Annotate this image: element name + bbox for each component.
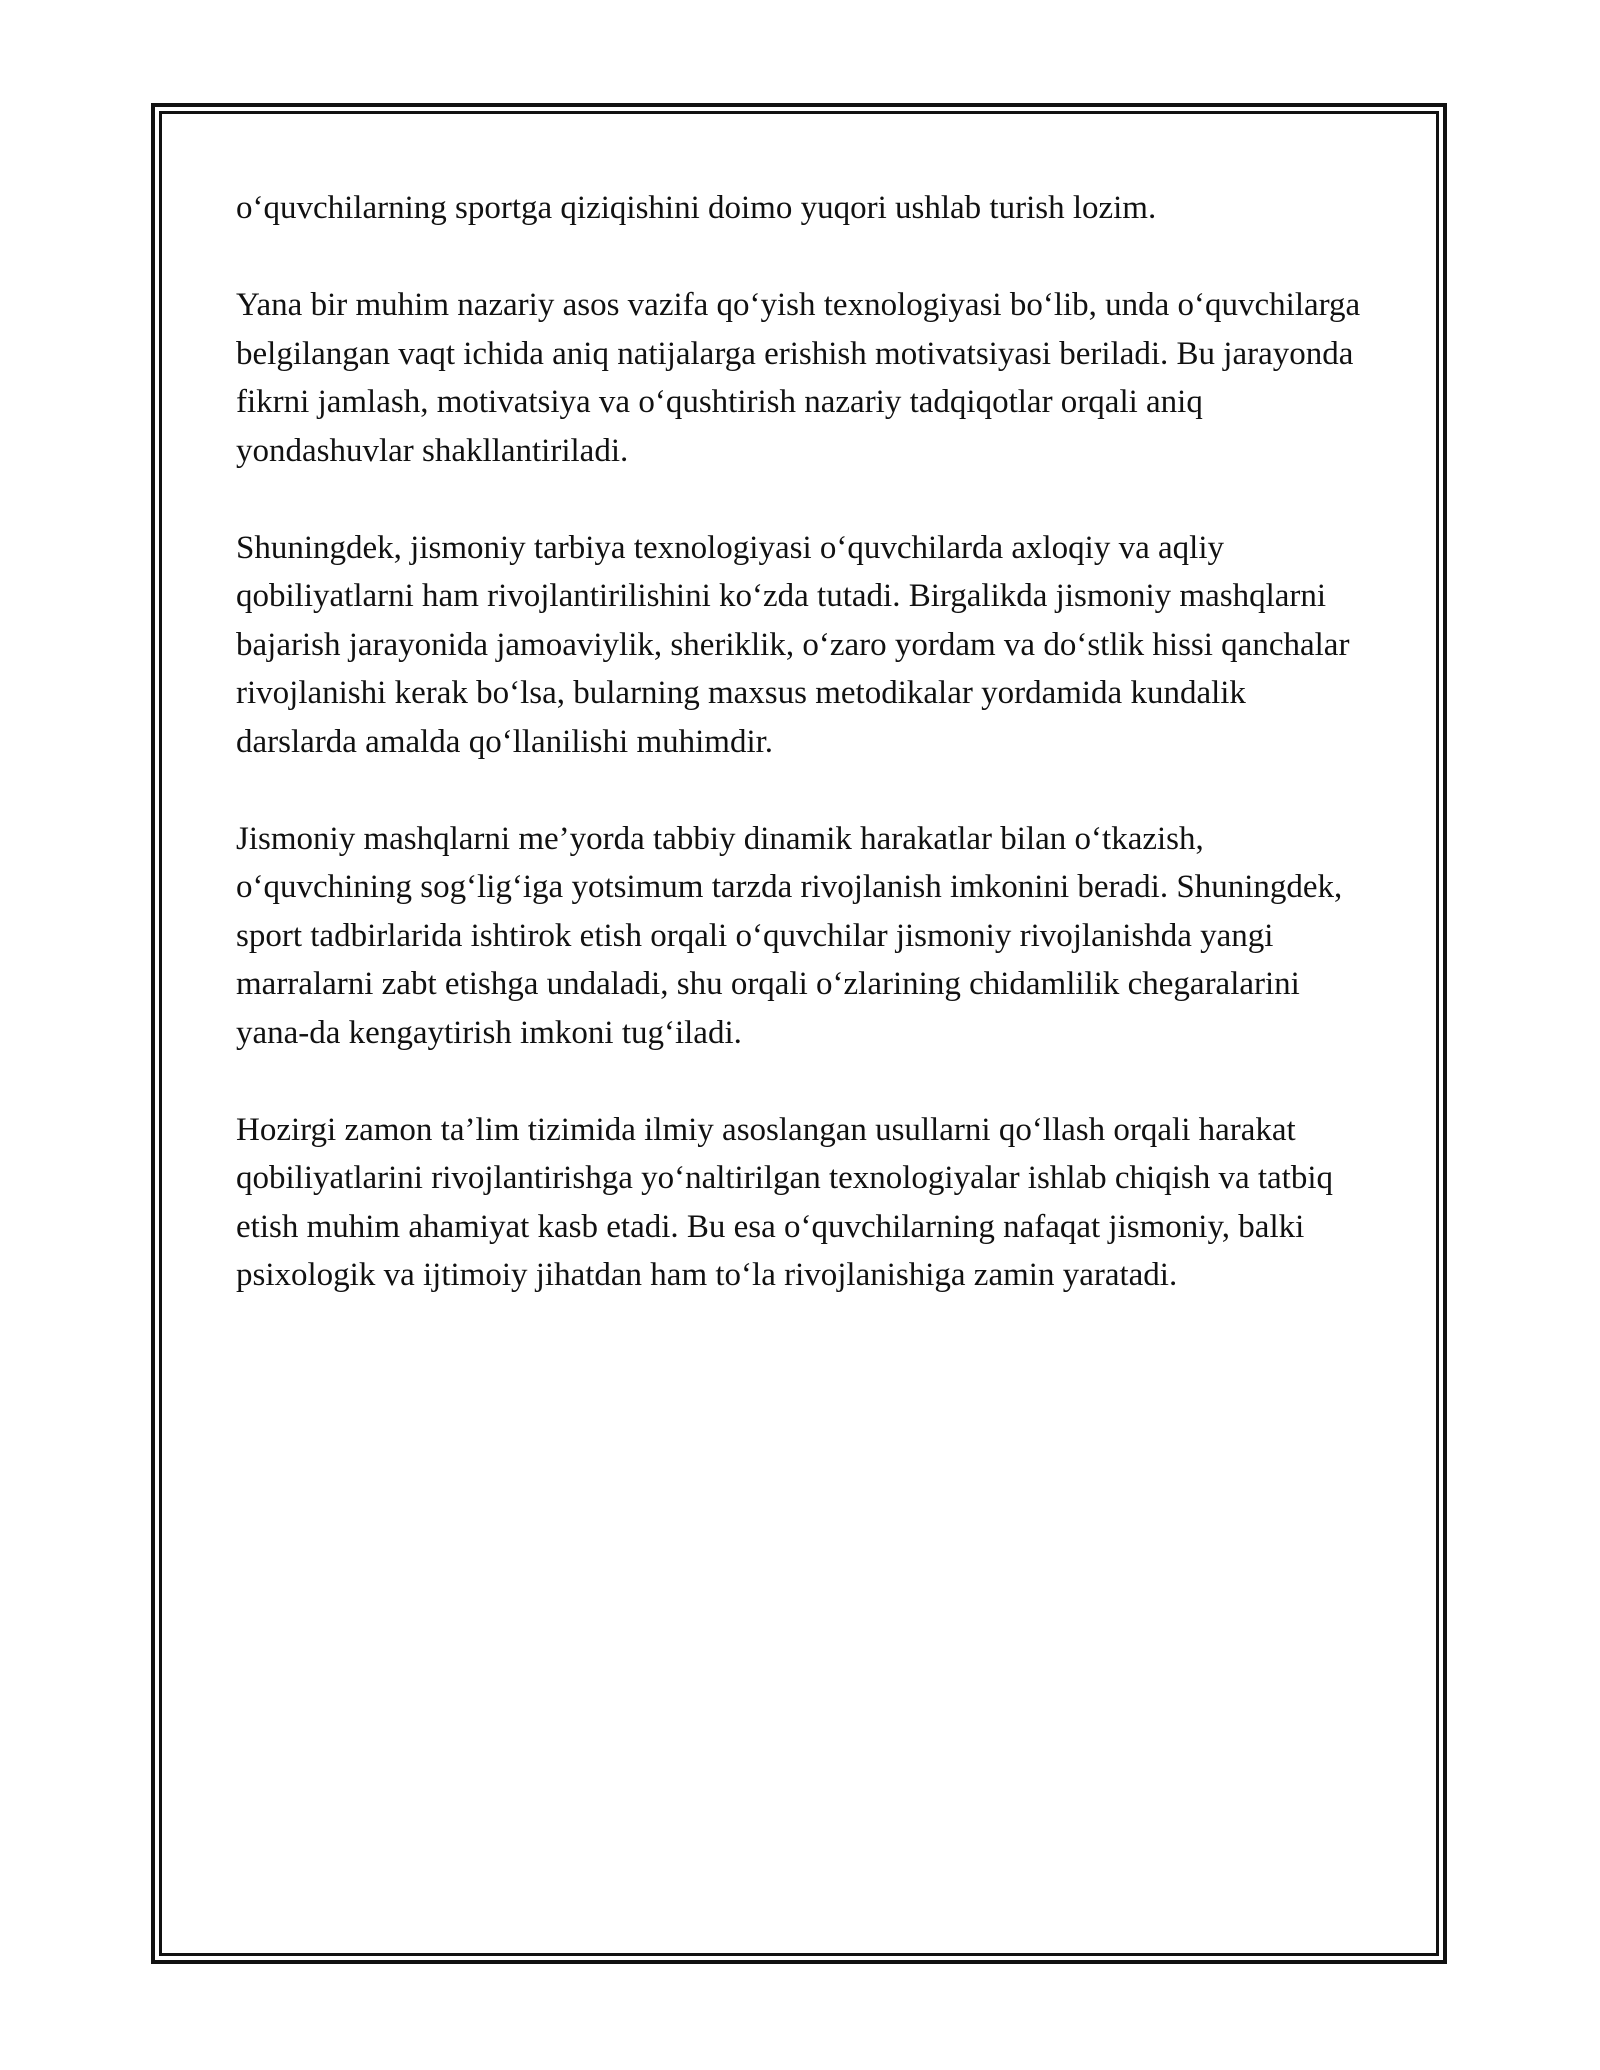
paragraph-5: Hozirgi zamon ta’lim tizimida ilmiy asoslangan usullarni qo‘llash orqali harakat qobiliyatlarini rivojlantirishga yo‘naltirilgan texnologiyalar ishlab chiqish va tatbiq etish muhim ahamiyat kasb etadi. Bu esa o‘quvchilarning nafaqat jismoniy, balki psixologik va ijtimoiy jihatdan ham to‘la rivojlanishiga zamin yaratadi. [236,1111,1334,1293]
paragraph-1: o‘quvchilarning sportga qiziqishini doimo yuqori ushlab turish lozim. [236,190,1157,226]
paragraph-4: Jismoniy mashqlarni me’yorda tabbiy dinamik harakatlar bilan o‘tkazish, o‘quvchining sog‘lig‘iga yotsimum tarzda rivojlanish imkonini beradi. Shuningdek, sport tadbirlarida ishtirok etish orqali o‘quvchilar jismoniy rivojlanishda yangi marralarni zabt etishga undaladi, shu orqali o‘zlarining chidamlilik chegaralarini yana-da kengaytirish imkoni tug‘iladi. [236,820,1343,1051]
paragraph-2: Yana bir muhim nazariy asos vazifa qo‘yish texnologiyasi bo‘lib, unda o‘quvchilarga belgilangan vaqt ichida aniq natijalarga erishish motivatsiyasi beriladi. Bu jarayonda fikrni jamlash, motivatsiya va o‘qushtirish nazariy tadqiqotlar orqali aniq yondashuvlar shakllantiriladi. [236,287,1361,469]
paragraph-3: Shuningdek, jismoniy tarbiya texnologiyasi o‘quvchilarda axloqiy va aqliy qobiliyatlarni ham rivojlantirilishini ko‘zda tutadi. Birgalikda jismoniy mashqlarni bajarish jarayonida jamoaviylik, sheriklik, o‘zaro yordam va do‘stlik hissi qanchalar rivojlanishi kerak bo‘lsa, bularning maxsus metodikalar yordamida kundalik darslarda amalda qo‘llanilishi muhimdir. [236,529,1350,760]
document-body [236,184,1366,1348]
